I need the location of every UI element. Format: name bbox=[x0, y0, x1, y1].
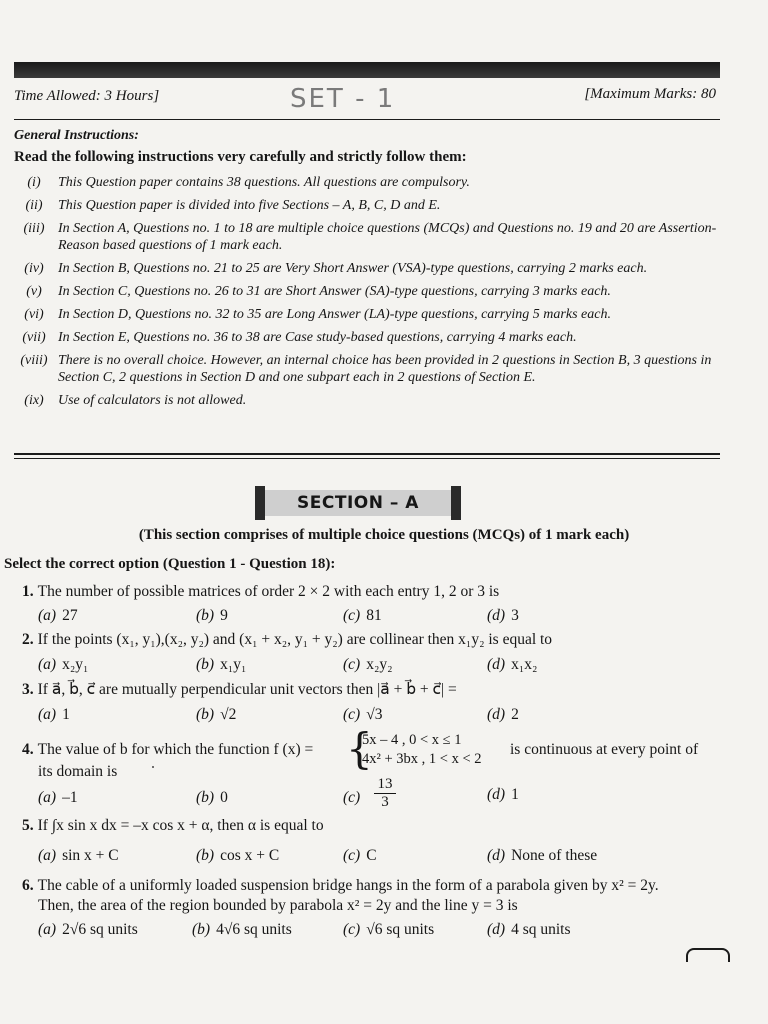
option-label: (a) bbox=[38, 706, 57, 723]
option-c bbox=[343, 656, 393, 674]
question-number: 6. bbox=[22, 877, 34, 894]
paper-header bbox=[14, 84, 720, 114]
option-a bbox=[38, 847, 119, 865]
option-label: (c) bbox=[343, 607, 361, 624]
instruction-number: (ix) bbox=[24, 393, 44, 408]
instruction-item bbox=[14, 197, 724, 214]
question-text-line2: its domain is bbox=[38, 763, 118, 780]
option-value: 0 bbox=[220, 789, 228, 806]
question-number: 2. bbox=[22, 631, 34, 648]
option-label: (b) bbox=[196, 847, 215, 864]
option-label: (d) bbox=[487, 921, 506, 938]
option-value: 3 bbox=[511, 607, 519, 624]
option-value: 2 bbox=[511, 706, 519, 723]
option-value: –1 bbox=[62, 789, 78, 806]
instruction-number: (i) bbox=[27, 175, 41, 190]
instruction-text: In Section D, Questions no. 32 to 35 are Long Answer (LA)-type questions, carrying 5 marks each. bbox=[58, 307, 611, 322]
option-value: √2 bbox=[220, 706, 237, 723]
instruction-item bbox=[14, 329, 724, 346]
option-label: (b) bbox=[192, 921, 211, 938]
piecewise-case-1: 5x – 4 , 0 < x ≤ 1 bbox=[362, 732, 462, 748]
option-c bbox=[343, 847, 377, 865]
option-b bbox=[196, 706, 236, 724]
option-label: (a) bbox=[38, 607, 57, 624]
option-d bbox=[487, 847, 597, 865]
option-value: 4 sq units bbox=[511, 921, 571, 938]
section-title: SECTION – A bbox=[265, 490, 451, 516]
instructions-list bbox=[14, 174, 724, 415]
option-value: 81 bbox=[366, 607, 382, 624]
option-label: (a) bbox=[38, 656, 57, 673]
instruction-text: This Question paper contains 38 questions. All questions are compulsory. bbox=[58, 175, 470, 190]
maximum-marks: [Maximum Marks: 80 bbox=[584, 86, 716, 102]
option-value: √6 sq units bbox=[366, 921, 435, 938]
option-label: (d) bbox=[487, 786, 506, 803]
option-c bbox=[343, 706, 382, 724]
option-b bbox=[196, 607, 228, 625]
question-4 bbox=[22, 740, 313, 759]
option-label: (d) bbox=[487, 656, 506, 673]
question-6 bbox=[22, 876, 762, 895]
instruction-item bbox=[14, 220, 724, 254]
general-instructions-title: General Instructions: bbox=[14, 128, 139, 143]
option-value: 4√6 sq units bbox=[216, 921, 292, 938]
question-text: If ∫x sin x dx = –x cos x + α, then α is equal to bbox=[37, 817, 324, 834]
instruction-text: In Section C, Questions no. 26 to 31 are Short Answer (SA)-type questions, carrying 3 marks each. bbox=[58, 284, 611, 299]
fraction-numerator: 13 bbox=[374, 776, 396, 794]
instruction-number: (vii) bbox=[22, 330, 46, 345]
option-b bbox=[196, 656, 246, 674]
instruction-number: (iii) bbox=[23, 221, 45, 236]
piecewise-brace: { bbox=[346, 724, 373, 773]
page-corner-mark bbox=[686, 948, 730, 962]
option-d bbox=[487, 786, 519, 804]
option-value: x₁y₁ bbox=[220, 656, 247, 673]
option-a bbox=[38, 607, 78, 625]
option-value: cos x + C bbox=[220, 847, 280, 864]
question-5 bbox=[22, 816, 324, 835]
set-label: SET - 1 bbox=[290, 84, 396, 114]
question-text: If the points (x₁, y₁),(x₂, y₂) and (x₁ + x₂, y₁ + y₂) are collinear then x₁y₂ is equal to bbox=[37, 631, 553, 648]
option-label: (c) bbox=[343, 656, 361, 673]
instruction-item bbox=[14, 392, 724, 409]
option-value: 27 bbox=[62, 607, 78, 624]
question-number: 1. bbox=[22, 583, 34, 600]
instruction-text: This Question paper is divided into five Sections – A, B, C, D and E. bbox=[58, 198, 441, 213]
question-6-line2: Then, the area of the region bounded by parabola x² = 2y and the line y = 3 is bbox=[38, 897, 518, 914]
instruction-text: In Section A, Questions no. 1 to 18 are multiple choice questions (MCQs) and Questions no. 19 and 20 are Assertion-Reason based questions of 1 mark each. bbox=[58, 221, 717, 253]
option-label: (d) bbox=[487, 847, 506, 864]
top-border-bar bbox=[14, 62, 720, 78]
question-text: The cable of a uniformly loaded suspension bridge hangs in the form of a parabola given by x² = 2y. bbox=[37, 877, 659, 894]
option-label: (b) bbox=[196, 607, 215, 624]
option-a bbox=[38, 656, 88, 674]
section-bar-right bbox=[451, 486, 461, 520]
question-number: 4. bbox=[22, 741, 34, 758]
instruction-item bbox=[14, 352, 724, 386]
question-3 bbox=[22, 680, 457, 699]
option-label: (b) bbox=[196, 706, 215, 723]
section-bar-left bbox=[255, 486, 265, 520]
instruction-item bbox=[14, 174, 724, 191]
question-number: 3. bbox=[22, 681, 34, 698]
option-label: (a) bbox=[38, 921, 57, 938]
instructions-divider-bottom bbox=[14, 458, 720, 459]
option-value: x₂y₂ bbox=[366, 656, 393, 673]
option-value: sin x + C bbox=[62, 847, 119, 864]
option-value: x₁x₂ bbox=[511, 656, 538, 673]
option-b bbox=[196, 789, 228, 807]
option-c bbox=[343, 789, 366, 807]
question-text: The number of possible matrices of order 2 × 2 with each entry 1, 2 or 3 is bbox=[37, 583, 500, 600]
option-c-fraction bbox=[374, 776, 396, 811]
option-label: (c) bbox=[343, 789, 361, 806]
option-label: (a) bbox=[38, 847, 57, 864]
section-a-heading bbox=[255, 486, 461, 520]
instruction-number: (viii) bbox=[20, 353, 48, 368]
option-value: C bbox=[366, 847, 377, 864]
option-value: 1 bbox=[511, 786, 519, 803]
section-description: (This section comprises of multiple choice questions (MCQs) of 1 mark each) bbox=[138, 527, 630, 543]
instruction-number: (v) bbox=[26, 284, 42, 299]
instruction-number: (vi) bbox=[24, 307, 44, 322]
question-text: If a⃗, b⃗, c⃗ are mutually perpendicular unit vectors then |a⃗ + b⃗ + c⃗| = bbox=[37, 681, 457, 698]
header-divider bbox=[14, 119, 720, 120]
option-value: x₂y₁ bbox=[62, 656, 89, 673]
instructions-divider-top bbox=[14, 453, 720, 455]
option-value: 9 bbox=[220, 607, 228, 624]
option-a bbox=[38, 706, 70, 724]
instruction-item bbox=[14, 306, 724, 323]
option-a bbox=[38, 789, 78, 807]
option-label: (d) bbox=[487, 607, 506, 624]
instruction-text: Use of calculators is not allowed. bbox=[58, 393, 247, 408]
option-label: (b) bbox=[196, 789, 215, 806]
instruction-text: In Section B, Questions no. 21 to 25 are Very Short Answer (VSA)-type questions, carrying 2 marks each. bbox=[58, 261, 648, 276]
option-d bbox=[487, 921, 571, 939]
question-2 bbox=[22, 630, 552, 649]
select-option-instruction: Select the correct option (Question 1 - Question 18): bbox=[4, 556, 336, 572]
page-speck bbox=[152, 766, 154, 768]
instruction-item bbox=[14, 260, 724, 277]
question-number: 5. bbox=[22, 817, 34, 834]
question-text-continued: is continuous at every point of bbox=[510, 741, 699, 758]
option-label: (a) bbox=[38, 789, 57, 806]
option-d bbox=[487, 706, 519, 724]
option-label: (c) bbox=[343, 921, 361, 938]
option-value: 2√6 sq units bbox=[62, 921, 138, 938]
option-b bbox=[196, 847, 279, 865]
read-instructions-line: Read the following instructions very carefully and strictly follow them: bbox=[14, 149, 467, 165]
option-label: (c) bbox=[343, 706, 361, 723]
option-value: √3 bbox=[366, 706, 383, 723]
option-d bbox=[487, 607, 519, 625]
option-value: None of these bbox=[511, 847, 598, 864]
option-d bbox=[487, 656, 537, 674]
option-label: (b) bbox=[196, 656, 215, 673]
piecewise-case-2: 4x² + 3bx , 1 < x < 2 bbox=[362, 751, 482, 767]
option-value: 1 bbox=[62, 706, 70, 723]
question-text: The value of b for which the function f (x) = bbox=[37, 741, 314, 758]
option-label: (d) bbox=[487, 706, 506, 723]
option-c bbox=[343, 921, 434, 939]
option-label: (c) bbox=[343, 847, 361, 864]
instruction-number: (iv) bbox=[24, 261, 44, 276]
time-allowed: Time Allowed: 3 Hours] bbox=[14, 88, 160, 104]
option-b bbox=[192, 921, 292, 939]
question-1 bbox=[22, 582, 499, 601]
instruction-text: There is no overall choice. However, an internal choice has been provided in 2 questions in Section B, 3 questions in Section C, 2 questions in Section D and one subpart each in 2 questions of Section E. bbox=[58, 353, 712, 385]
option-c bbox=[343, 607, 382, 625]
fraction-denominator: 3 bbox=[381, 794, 389, 810]
instruction-item bbox=[14, 283, 724, 300]
option-a bbox=[38, 921, 138, 939]
instruction-text: In Section E, Questions no. 36 to 38 are Case study-based questions, carrying 4 marks each. bbox=[58, 330, 577, 345]
instruction-number: (ii) bbox=[25, 198, 43, 213]
